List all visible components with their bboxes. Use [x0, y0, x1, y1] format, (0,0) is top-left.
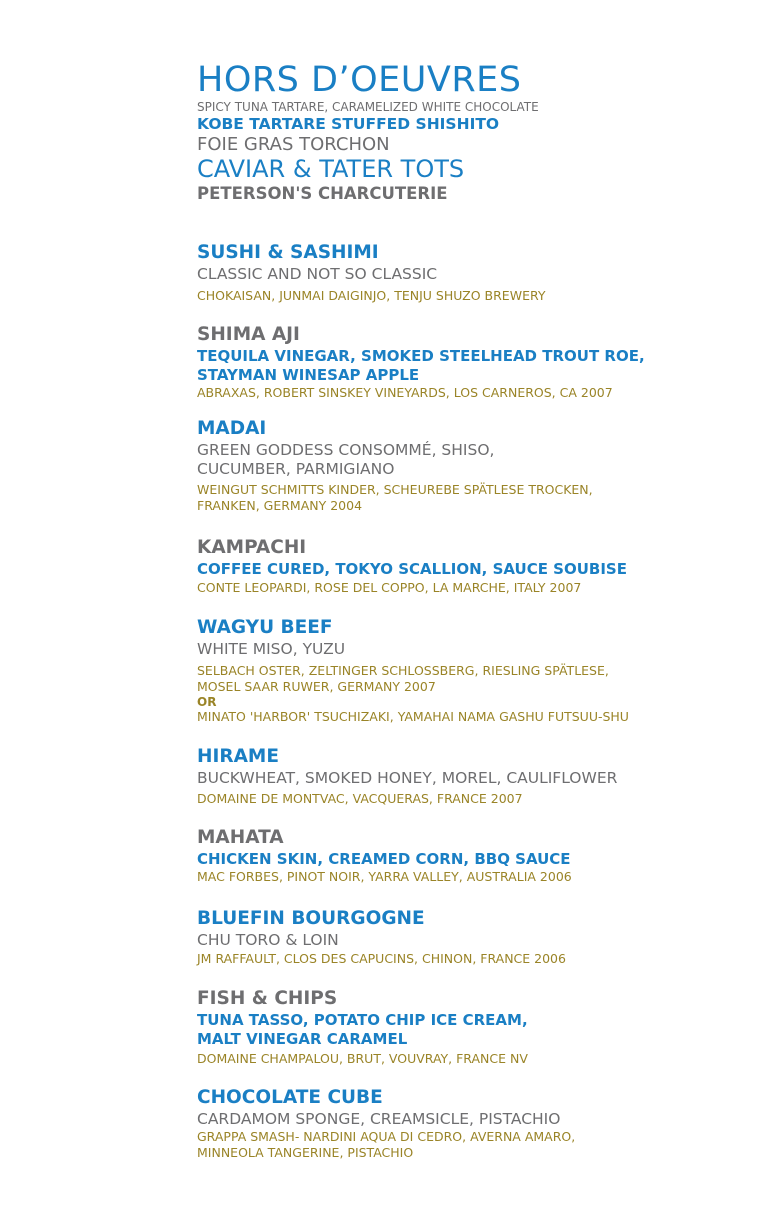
course-wagyu-beef — [197, 617, 757, 725]
course-bluefin-bourgogne — [197, 908, 757, 967]
hors-item: CAVIAR & TATER TOTS — [197, 155, 465, 183]
course-title: WAGYU BEEF — [197, 617, 333, 638]
hors-doeuvres-section — [197, 60, 757, 204]
wine-pairing: SELBACH OSTER, ZELTINGER SCHLOSSBERG, RIESLING SPÄTLESE, — [197, 663, 609, 678]
course-description: MALT VINEGAR CARAMEL — [197, 1030, 408, 1048]
course-description: TUNA TASSO, POTATO CHIP ICE CREAM, — [197, 1011, 528, 1029]
course-title: SHIMA AJI — [197, 324, 300, 345]
wine-pairing: DOMAINE CHAMPALOU, BRUT, VOUVRAY, FRANCE NV — [197, 1051, 528, 1066]
course-title: CHOCOLATE CUBE — [197, 1087, 383, 1108]
wine-pairing: CHOKAISAN, JUNMAI DAIGINJO, TENJU SHUZO BREWERY — [197, 288, 546, 303]
wine-pairing: ABRAXAS, ROBERT SINSKEY VINEYARDS, LOS CARNEROS, CA 2007 — [197, 385, 613, 400]
course-description: CUCUMBER, PARMIGIANO — [197, 460, 395, 478]
wine-pairing: GRAPPA SMASH- NARDINI AQUA DI CEDRO, AVERNA AMARO, — [197, 1129, 576, 1144]
course-description: CHU TORO & LOIN — [197, 931, 339, 949]
hors-item: FOIE GRAS TORCHON — [197, 134, 390, 155]
course-description: WHITE MISO, YUZU — [197, 640, 346, 658]
course-description: COFFEE CURED, TOKYO SCALLION, SAUCE SOUBISE — [197, 560, 627, 578]
course-description: STAYMAN WINESAP APPLE — [197, 366, 420, 384]
course-title: BLUEFIN BOURGOGNE — [197, 908, 425, 929]
course-title: MAHATA — [197, 827, 284, 848]
course-title: HIRAME — [197, 746, 279, 767]
wine-pairing: FRANKEN, GERMANY 2004 — [197, 498, 363, 513]
pairing-or: OR — [197, 695, 217, 709]
hors-doeuvres-title: HORS D’OEUVRES — [197, 60, 522, 100]
course-chocolate-cube — [197, 1087, 757, 1161]
course-title: FISH & CHIPS — [197, 988, 338, 1009]
course-kampachi — [197, 537, 757, 596]
course-madai — [197, 418, 757, 514]
course-description: BUCKWHEAT, SMOKED HONEY, MOREL, CAULIFLOWER — [197, 769, 618, 787]
course-description: GREEN GODDESS CONSOMMÉ, SHISO, — [197, 441, 495, 459]
wine-pairing: MOSEL SAAR RUWER, GERMANY 2007 — [197, 679, 436, 694]
course-hirame — [197, 746, 757, 807]
course-title: MADAI — [197, 418, 267, 439]
course-title: SUSHI & SASHIMI — [197, 242, 379, 263]
wine-pairing: JM RAFFAULT, CLOS DES CAPUCINS, CHINON, FRANCE 2006 — [197, 951, 566, 966]
course-title: KAMPACHI — [197, 537, 307, 558]
course-description: CLASSIC AND NOT SO CLASSIC — [197, 265, 438, 283]
tasting-menu — [197, 60, 757, 1160]
hors-item: SPICY TUNA TARTARE, CARAMELIZED WHITE CHOCOLATE — [197, 100, 539, 114]
hors-item: KOBE TARTARE STUFFED SHISHITO — [197, 115, 500, 133]
wine-pairing: CONTE LEOPARDI, ROSE DEL COPPO, LA MARCHE, ITALY 2007 — [197, 580, 582, 595]
course-shima-aji — [197, 324, 757, 401]
course-description: CHICKEN SKIN, CREAMED CORN, BBQ SAUCE — [197, 850, 571, 868]
wine-pairing: MINNEOLA TANGERINE, PISTACHIO — [197, 1145, 414, 1160]
course-sushi-sashimi — [197, 242, 757, 304]
course-fish-chips — [197, 988, 757, 1067]
wine-pairing-alternate: MINATO 'HARBOR' TSUCHIZAKI, YAMAHAI NAMA GASHU FUTSUU-SHU — [197, 709, 629, 724]
course-mahata — [197, 827, 757, 885]
hors-item: PETERSON'S CHARCUTERIE — [197, 184, 448, 203]
wine-pairing: DOMAINE DE MONTVAC, VACQUERAS, FRANCE 2007 — [197, 791, 523, 806]
wine-pairing: WEINGUT SCHMITTS KINDER, SCHEUREBE SPÄTLESE TROCKEN, — [197, 482, 593, 497]
course-description: TEQUILA VINEGAR, SMOKED STEELHEAD TROUT ROE, — [197, 347, 645, 365]
wine-pairing: MAC FORBES, PINOT NOIR, YARRA VALLEY, AUSTRALIA 2006 — [197, 869, 572, 884]
course-description: CARDAMOM SPONGE, CREAMSICLE, PISTACHIO — [197, 1110, 561, 1128]
